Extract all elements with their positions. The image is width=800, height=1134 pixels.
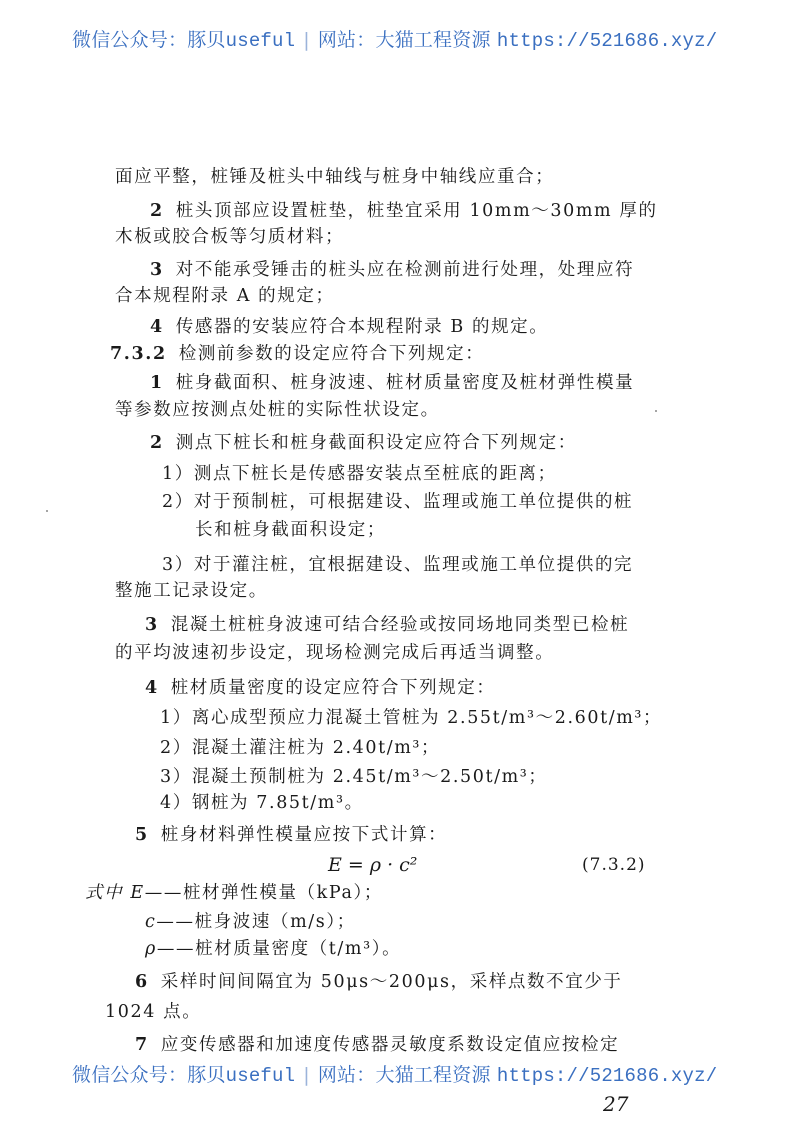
- watermark-label: 微信公众号：豚贝: [72, 1064, 226, 1086]
- text-line: [115, 165, 554, 189]
- line-text: 对于预制桩，可根据建设、监理或施工单位提供的桩: [193, 492, 634, 512]
- text-line: [145, 910, 356, 934]
- line-text: 整施工记录设定。: [115, 581, 268, 601]
- line-text: ——桩材弹性模量（kPa）；: [144, 883, 383, 903]
- item-number: 4: [145, 678, 159, 698]
- line-text: 采样时间间隔宜为 50μs～200μs，采样点数不宜少于: [160, 972, 623, 992]
- line-text: 桩材质量密度的设定应符合下列规定：: [170, 678, 496, 698]
- scan-speck: [655, 410, 657, 412]
- text-line: [150, 315, 548, 339]
- line-text: 对不能承受锤击的桩头应在检测前进行处理，处理应符: [175, 260, 635, 280]
- equation-number: (7.3.2): [582, 855, 646, 875]
- text-line: [145, 676, 495, 700]
- line-text: 木板或胶合板等匀质材料；: [115, 227, 345, 247]
- line-text: 钢桩为 7.85t/m³。: [191, 793, 364, 813]
- text-line: [105, 1000, 201, 1024]
- watermark-header: [72, 28, 732, 53]
- line-text: 混凝土预制桩为 2.45t/m³～2.50t/m³；: [191, 767, 548, 787]
- item-number: 5: [135, 825, 149, 845]
- text-line: [110, 342, 484, 366]
- line-text: 检测前参数的设定应符合下列规定：: [178, 344, 485, 364]
- item-number: 2: [150, 433, 164, 453]
- text-line: [145, 613, 629, 637]
- watermark-site-label: 网站：大猫工程资源: [317, 29, 491, 51]
- text-line: [160, 765, 548, 789]
- item-number: 2）: [160, 738, 192, 758]
- watermark-separator: |: [303, 1064, 310, 1086]
- text-line: [150, 258, 634, 282]
- text-line: [195, 518, 386, 542]
- item-number: 3: [145, 615, 159, 635]
- item-number: c: [145, 912, 157, 932]
- watermark-separator: |: [303, 29, 310, 51]
- item-number: 7.3.2: [110, 344, 167, 364]
- watermark-label: 微信公众号：豚贝: [72, 29, 226, 51]
- formula: E = ρ · c²: [328, 854, 418, 876]
- text-line: [162, 553, 633, 577]
- text-line: [115, 284, 335, 308]
- text-line: [160, 706, 662, 730]
- line-text: 桩身材料弹性模量应按下式计算：: [160, 825, 448, 845]
- item-number: 4）: [160, 793, 192, 813]
- line-text: 对于灌注桩，宜根据建设、监理或施工单位提供的完: [193, 555, 634, 575]
- text-line: [115, 398, 440, 422]
- line-text: 离心成型预应力混凝土管桩为 2.55t/m³～2.60t/m³；: [191, 708, 663, 728]
- text-line: [85, 881, 383, 905]
- text-line: [150, 431, 577, 455]
- item-number: 3）: [162, 555, 194, 575]
- line-text: 混凝土桩桩身波速可结合经验或按同场地同类型已检桩: [170, 615, 630, 635]
- line-text: 的平均波速初步设定，现场检测完成后再适当调整。: [115, 643, 555, 663]
- item-number: 7: [135, 1035, 149, 1055]
- line-text: 长和桩身截面积设定；: [195, 520, 386, 540]
- line-text: 混凝土灌注桩为 2.40t/m³；: [191, 738, 441, 758]
- watermark-name: useful: [225, 30, 296, 52]
- line-text: ——桩身波速（m/s）；: [156, 912, 356, 932]
- line-text: 桩身截面积、桩身波速、桩材质量密度及桩材弹性模量: [175, 373, 635, 393]
- text-line: [115, 641, 554, 665]
- line-text: 传感器的安装应符合本规程附录 B 的规定。: [175, 317, 549, 337]
- line-text: 测点下桩长是传感器安装点至桩底的距离；: [193, 464, 557, 484]
- watermark-site-label: 网站：大猫工程资源: [317, 1064, 491, 1086]
- text-line: [150, 199, 658, 223]
- item-number: 1）: [160, 708, 192, 728]
- text-line: [115, 579, 268, 603]
- line-text: 面应平整，桩锤及桩头中轴线与桩身中轴线应重合；: [115, 167, 555, 187]
- line-text: 合本规程附录 A 的规定；: [115, 286, 335, 306]
- line-text: ——桩材质量密度（t/m³）。: [156, 939, 402, 959]
- item-number: ρ: [145, 939, 157, 959]
- line-text: 应变传感器和加速度传感器灵敏度系数设定值应按检定: [160, 1035, 620, 1055]
- item-number: 1）: [162, 464, 194, 484]
- line-text: 测点下桩长和桩身截面积设定应符合下列规定：: [175, 433, 577, 453]
- item-number: 式中 E: [85, 883, 145, 903]
- text-line: [135, 823, 447, 847]
- text-line: [135, 1033, 619, 1057]
- scan-speck: [46, 510, 48, 512]
- watermark-url[interactable]: https://521686.xyz/: [496, 30, 718, 52]
- text-line: [160, 791, 364, 815]
- page-number: 27: [603, 1092, 629, 1116]
- watermark-name: useful: [225, 1065, 296, 1087]
- text-line: [145, 937, 401, 961]
- item-number: 2: [150, 201, 164, 221]
- line-text: 等参数应按测点处桩的实际性状设定。: [115, 400, 440, 420]
- item-number: 3: [150, 260, 164, 280]
- line-text: 1024 点。: [105, 1002, 202, 1022]
- text-line: [150, 371, 634, 395]
- item-number: 4: [150, 317, 164, 337]
- item-number: 1: [150, 373, 164, 393]
- item-number: 2）: [162, 492, 194, 512]
- item-number: 3）: [160, 767, 192, 787]
- text-line: [160, 736, 440, 760]
- text-line: [115, 225, 344, 249]
- watermark-footer: [72, 1063, 732, 1088]
- text-line: [162, 490, 633, 514]
- text-line: [162, 462, 557, 486]
- text-line: [135, 970, 623, 994]
- item-number: 6: [135, 972, 149, 992]
- line-text: 桩头顶部应设置桩垫，桩垫宜采用 10mm～30mm 厚的: [175, 201, 658, 221]
- watermark-url[interactable]: https://521686.xyz/: [496, 1065, 718, 1087]
